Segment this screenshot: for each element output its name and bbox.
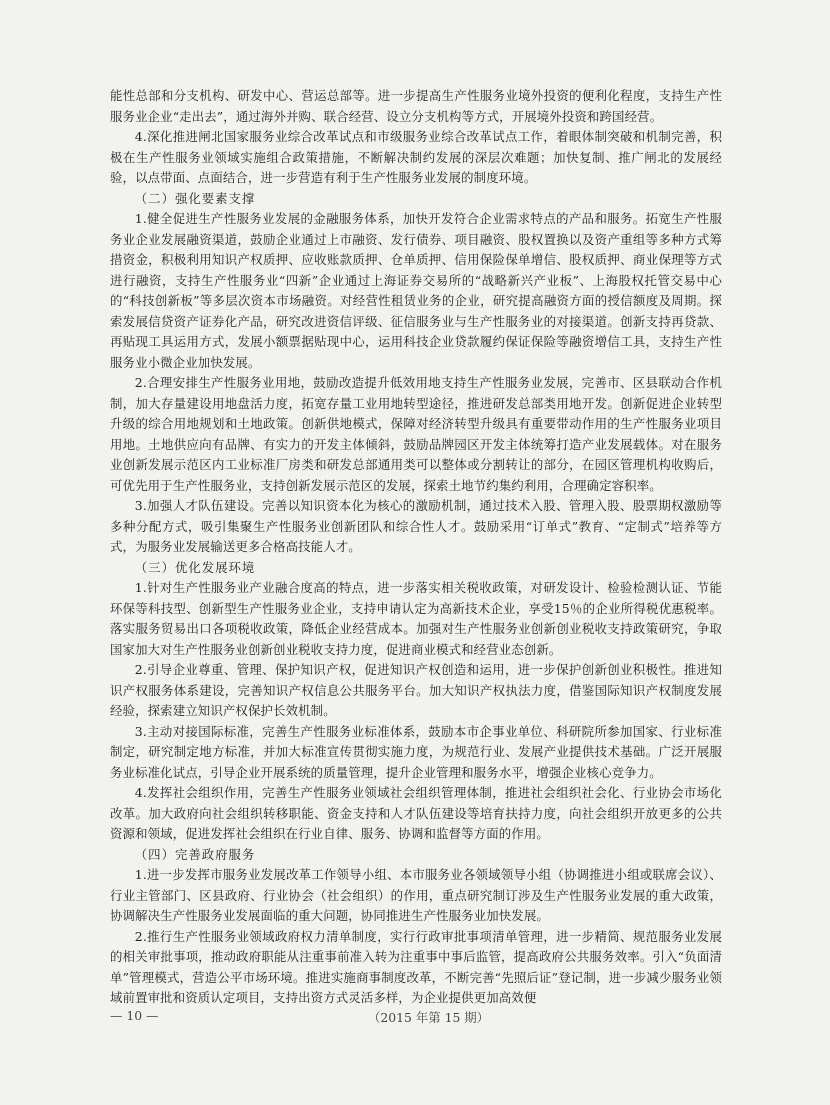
paragraph: 2.引导企业尊重、管理、保护知识产权，促进知识产权创造和运用，进一步保护创新创业积极性。推进知识产权服务体系建设，完善知识产权信息公共服务平台。加大知识产权执法力度，借鉴国际知识产权制度发展经验，探索建立知识产权保护长效机制。 bbox=[110, 662, 722, 718]
section-heading: （二）强化要素支撑 bbox=[134, 190, 256, 206]
section-heading: （四）完善政府服务 bbox=[134, 846, 256, 862]
section-heading: （三）优化发展环境 bbox=[134, 559, 256, 575]
paragraph: 3.主动对接国际标准，完善生产性服务业标准体系，鼓励本市企事业单位、科研院所参加国家、行业标准制定，研究制定地方标准，并加大标准宣传贯彻实施力度，为规范行业、发展产业提供技术基础。广泛开展服务业标准化试点，引导企业开展系统的质量管理，提升企业管理和服务水平，增强企业核心竞争力。 bbox=[110, 723, 722, 780]
paragraph: 1.进一步发挥市服务业发展改革工作领导小组、本市服务业各领域领导小组（协调推进小组或联席会议）、行业主管部门、区县政府、行业协会（社会组织）的作用，重点研究制订涉及生产性服务业发展的重大政策，协调解决生产性服务业发展面临的重大问题，协同推进生产性服务业加快发展。 bbox=[110, 867, 722, 923]
paragraph: 4.深化推进闸北国家服务业综合改革试点和市级服务业综合改革试点工作，着眼体制突破和机制完善，积极在生产性服务业领域实施组合政策措施，不断解决制约发展的深层次难题；加快复制、推广闸北的发展经验，以点带面、点面结合，进一步营造有利于生产性服务业发展的制度环境。 bbox=[110, 129, 722, 185]
paragraph: 能性总部和分支机构、研发中心、营运总部等。进一步提高生产性服务业境外投资的便利化程度，支持生产性服务业企业“走出去”，通过海外并购、联合经营、设立分支机构等方式，开展境外投资和跨国经营。 bbox=[110, 88, 722, 124]
paragraph: 2.合理安排生产性服务业用地，鼓励改造提升低效用地支持生产性服务业发展，完善市、区县联动合作机制，加大存量建设用地盘活力度，拓宽存量工业用地转型途径，推进研发总部类用地开发。创新促进企业转型升级的综合用地规划和土地政策。创新供地模式，保障对经济转型升级具有重要带动作用的生产性服务业项目用地。土地供应向有品牌、有实力的开发主体倾斜，鼓励品牌园区开发主体统筹打造产业发展载体。对在服务业创新发展示范区内工业标准厂房类和研发总部通用类可以整体或分割转让的部分，在园区管理机构收购后，可优先用于生产性服务业，支持创新发展示范区的发展，探索土地节约集约利用，合理确定容积率。 bbox=[110, 375, 722, 493]
paragraph: 4.发挥社会组织作用，完善生产性服务业领域社会组织管理体制，推进社会组织社会化、行业协会市场化改革。加大政府向社会组织转移职能、资金支持和人才队伍建设等培育扶持力度，向社会组织开放更多的公共资源和领域，促进发挥社会组织在行业自律、服务、协调和监督等方面的作用。 bbox=[110, 785, 722, 841]
page-footer bbox=[110, 1008, 722, 1028]
issue-label: （2015 年第 15 期） bbox=[368, 1010, 490, 1025]
document-body bbox=[110, 86, 722, 1009]
paragraph: 3.加强人才队伍建设。完善以知识资本化为核心的激励机制，通过技术入股、管理入股、股票期权激励等多种分配方式，吸引集聚生产性服务业创新团队和综合性人才。鼓励采用“订单式”教育、“定制式”培养等方式，为服务业发展输送更多合格高技能人才。 bbox=[110, 498, 722, 554]
paragraph: 1.针对生产性服务业产业融合度高的特点，进一步落实相关税收政策，对研发设计、检验检测认证、节能环保等科技型、创新型生产性服务业企业，支持申请认定为高新技术企业，享受15％的企业所得税优惠税率。落实服务贸易出口各项税收政策，降低企业经营成本。加强对生产性服务业创新创业税收支持政策研究，争取国家加大对生产性服务业创新创业税收支持力度，促进商业模式和经营业态创新。 bbox=[110, 580, 722, 657]
paragraph: 2.推行生产性服务业领域政府权力清单制度，实行行政审批事项清单管理，进一步精简、规范服务业发展的相关审批事项，推动政府职能从注重事前准入转为注重事中事后监管，提高政府公共服务效率。引入“负面清单”管理模式，营造公平市场环境。推进实施商事制度改革，不断完善“先照后证”登记制，进一步减少服务业领域前置审批和资质认定项目，支持出资方式灵活多样，为企业提供更加高效便 bbox=[110, 928, 722, 1005]
page-number: — 10 — bbox=[110, 1008, 159, 1023]
paragraph: 1.健全促进生产性服务业发展的金融服务体系，加快开发符合企业需求特点的产品和服务。拓宽生产性服务业企业发展融资渠道，鼓励企业通过上市融资、发行债券、项目融资、股权置换以及资产重组等多种方式筹措资金，积极利用知识产权质押、应收账款质押、仓单质押、信用保险保单增信、股权质押、商业保理等方式进行融资，支持生产性服务业“四新”企业通过上海证券交易所的“战略新兴产业板”、上海股权托管交易中心的“科技创新板”等多层次资本市场融资。对经营性租赁业务的企业，研究提高融资方面的授信额度及周期。探索发展信贷资产证券化产品，研究改进资信评级、征信服务业与生产性服务业的对接渠道。创新支持再贷款、再贴现工具运用方式，发展小额票据贴现中心，运用科技企业贷款履约保证保险等融资增信工具，支持生产性服务业小微企业加快发展。 bbox=[110, 211, 722, 370]
